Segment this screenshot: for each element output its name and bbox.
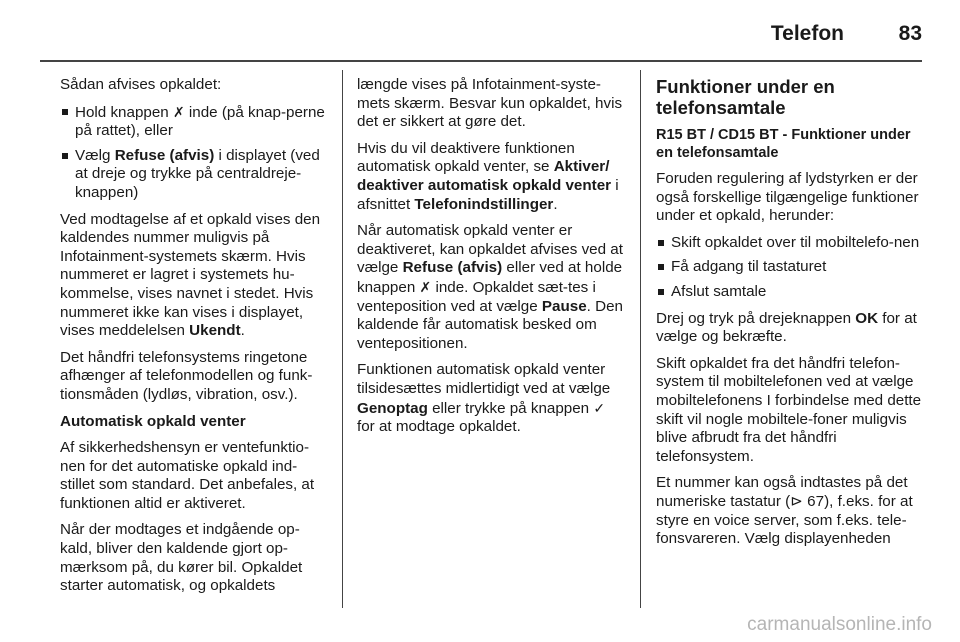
- column-2: [357, 76, 625, 445]
- list-item: Afslut samtale: [656, 283, 926, 302]
- section-subheading: R15 BT / CD15 BT - Funktioner under en telefonsamtale: [656, 127, 911, 161]
- page-header: [0, 0, 960, 64]
- paragraph: Funktionen automatisk opkald venter tilsidesættes midlertidigt ved at vælge Genoptag eller trykke på knappen ✓ for at modtage opkaldet.: [357, 361, 611, 436]
- list-item: Vælg Refuse (afvis) i displayet (ved at dreje og trykke på centraldreje-knappen): [60, 147, 330, 203]
- paragraph: Et nummer kan også indtastes på det numeriske tastatur (⊳ 67), f.eks. for at styre en voice server, som f.eks. tele-fonsvareren. Vælg displayenheden: [656, 474, 913, 548]
- list-item: Skift opkaldet over til mobiltelefo-nen: [656, 234, 926, 253]
- menu-term: Genoptag: [357, 399, 428, 417]
- menu-term: Aktiver/ deaktiver automatisk opkald venter: [357, 158, 612, 194]
- page-number: 83: [898, 22, 922, 45]
- menu-term: Telefonindstillinger: [414, 195, 554, 213]
- section-subheading: Automatisk opkald venter: [60, 412, 246, 430]
- hang-up-icon: ✗: [419, 278, 432, 295]
- paragraph: Drej og tryk på drejeknappen OK for at vælge og bekræfte.: [656, 309, 917, 346]
- paragraph: Når automatisk opkald venter er deaktiveret, kan opkaldet afvises ved at vælge Refuse (afvis) eller ved at holde knappen ✗ inde. Opkaldet sæt-tes i venteposition ved at vælge Pause. Den kaldende får automatisk besked om ventepositionen.: [357, 222, 623, 352]
- paragraph: Hvis du vil deaktivere funktionen automatisk opkald venter, se Aktiver/ deaktiver automatisk opkald venter i afsnittet Telefonindstillinger.: [357, 139, 619, 213]
- paragraph: Foruden regulering af lydstyrken er der også forskellige tilgængelige funktioner under et opkald, herunder:: [656, 170, 919, 225]
- menu-term: Refuse (afvis): [402, 259, 503, 277]
- column-divider-2: [640, 70, 641, 608]
- watermark: carmanualsonline.info: [747, 614, 932, 635]
- paragraph: Ved modtagelse af et opkald vises den kaldendes nummer muligvis på Infotainment-systemets skærm. Hvis nummeret er lagret i systemets hu-kommelse, vises navnet i stedet. Hvis nummeret ikke kan vises i displayet, vises meddelelsen Ukendt.: [60, 210, 321, 340]
- paragraph: Det håndfri telefonsystems ringetone afhænger af telefonmodellen og funk-tionsmåden (lydløs, vibration, osv.).: [60, 348, 313, 403]
- column-1: [60, 76, 330, 604]
- list-item: Hold knappen ✗ inde (på knap-perne på rattet), eller: [60, 103, 330, 141]
- menu-term: Ukendt: [189, 322, 241, 340]
- reject-options-list: [60, 103, 330, 203]
- call-functions-list: [656, 234, 926, 302]
- menu-term: OK: [855, 309, 879, 327]
- header-rule: [40, 60, 922, 62]
- intro-text: Sådan afvises opkaldet:: [60, 76, 222, 93]
- paragraph: Skift opkaldet fra det håndfri telefon-system til mobiltelefonen ved at vælge mobiltelefonens I forbindelse med dette skift vil nogle mobiltele-foner muligvis blive afbrudt fra det håndfri telefonsystem.: [656, 354, 922, 465]
- column-divider-1: [342, 70, 343, 608]
- hang-up-icon: ✗: [172, 103, 185, 120]
- page-title: Telefon: [770, 22, 844, 45]
- menu-term: Pause: [541, 297, 587, 315]
- section-heading: Funktioner under en telefonsamtale: [656, 76, 835, 118]
- list-item: Få adgang til tastaturet: [656, 258, 926, 277]
- answer-icon: ✓: [593, 399, 606, 416]
- paragraph: længde vises på Infotainment-syste-mets skærm. Besvar kun opkaldet, hvis det er sikkert at gøre det.: [357, 76, 623, 131]
- column-3: [656, 76, 926, 557]
- paragraph: Når der modtages et indgående op-kald, bliver den kaldende gjort op-mærksom på, du kører bil. Opkaldet starter automatisk, og opkaldets: [60, 521, 303, 595]
- page-reference-icon: ⊳: [790, 492, 803, 510]
- menu-term: Refuse (afvis): [114, 146, 215, 164]
- paragraph: Af sikkerhedshensyn er ventefunktio-nen for det automatiske opkald ind-stillet som standard. Det anbefales, at funktionen altid er aktiveret.: [60, 439, 315, 512]
